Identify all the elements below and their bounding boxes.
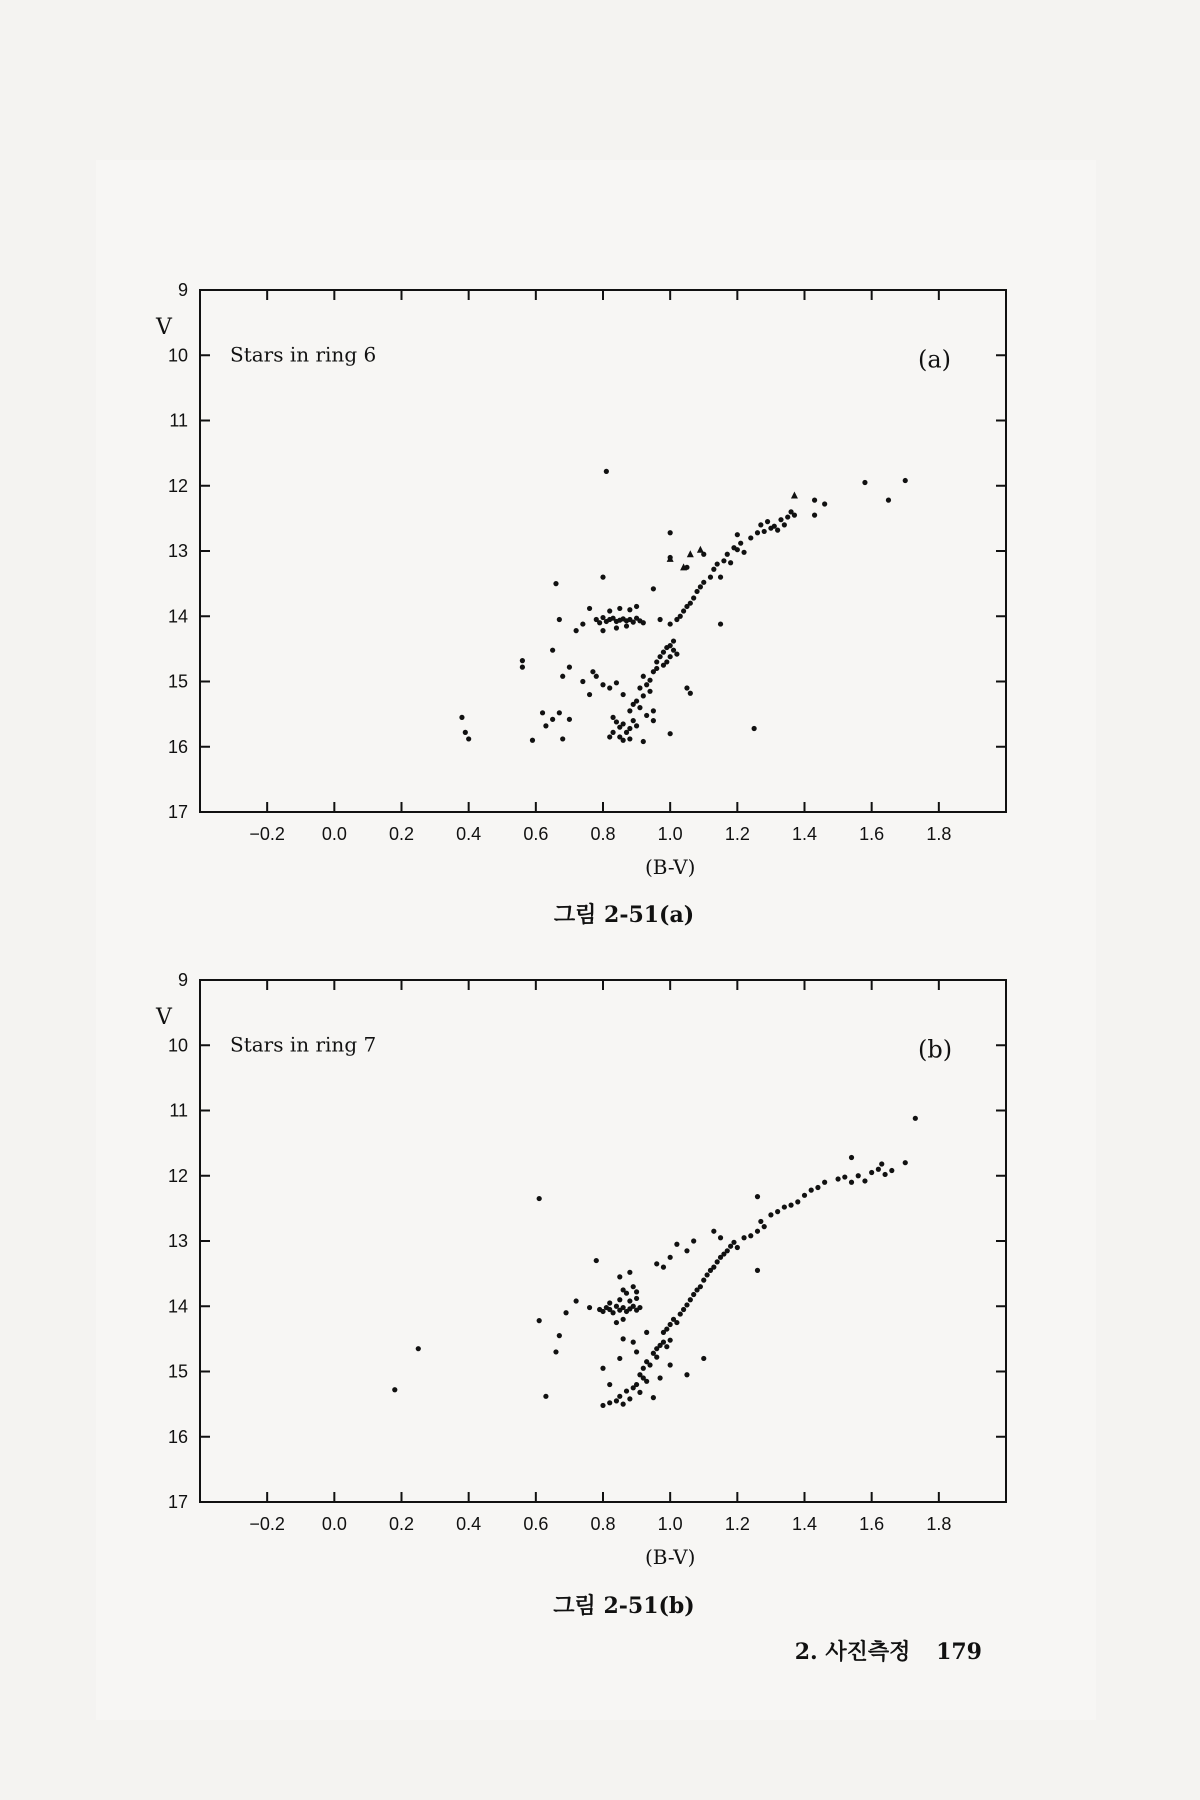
data-point [688, 691, 693, 696]
data-point [634, 1289, 639, 1294]
data-point [567, 665, 572, 670]
x-tick-label: 0.6 [523, 824, 549, 844]
y-tick-label: 11 [169, 1100, 188, 1121]
y-tick-label: 13 [167, 541, 188, 561]
data-point [886, 498, 891, 503]
data-point [543, 723, 548, 728]
data-point [610, 715, 615, 720]
data-point [668, 731, 673, 736]
y-axis-label: V [156, 315, 172, 340]
data-point [634, 1296, 639, 1301]
data-point [600, 1366, 605, 1371]
data-point [567, 717, 572, 722]
data-point [758, 1219, 763, 1224]
data-point [627, 726, 632, 731]
data-point [674, 1320, 679, 1325]
data-point [735, 532, 740, 537]
data-point [738, 541, 743, 546]
x-tick-label: 0.4 [456, 1514, 482, 1534]
data-point [520, 658, 525, 663]
data-point [607, 734, 612, 739]
cmd-chart-b [0, 960, 1200, 1600]
data-point [883, 1172, 888, 1177]
data-point [624, 1388, 629, 1393]
data-point [678, 1311, 683, 1316]
data-point [748, 535, 753, 540]
figure-caption-b: 그림 2-51(b) [553, 1593, 695, 1619]
x-tick-label: 0.8 [590, 824, 616, 844]
data-point [684, 1248, 689, 1253]
x-tick-label: 0.0 [321, 824, 347, 844]
data-point [614, 719, 619, 724]
data-point [664, 1344, 669, 1349]
data-point [607, 1400, 612, 1405]
data-point [661, 1265, 666, 1270]
y-tick-label: 9 [177, 970, 188, 990]
data-point [715, 1259, 720, 1264]
y-tick-label: 10 [167, 1035, 188, 1056]
x-tick-label: 1.8 [926, 1514, 952, 1534]
data-point [822, 501, 827, 506]
data-point [718, 1235, 723, 1240]
data-point [671, 648, 676, 653]
data-point [758, 522, 763, 527]
data-point [594, 674, 599, 679]
data-point [668, 1338, 673, 1343]
data-point [637, 705, 642, 710]
data-point [610, 1310, 615, 1315]
data-point [651, 1395, 656, 1400]
data-point [644, 713, 649, 718]
data-point [641, 1366, 646, 1371]
x-tick-label: 1.4 [791, 824, 818, 844]
data-point [815, 1185, 820, 1190]
data-point [621, 1336, 626, 1341]
data-point [856, 1173, 861, 1178]
data-point [624, 623, 629, 628]
data-point [741, 1235, 746, 1240]
figure-b [0, 960, 1200, 1600]
data-point [557, 1333, 562, 1338]
x-tick-label: 1.6 [859, 824, 885, 844]
data-point [661, 650, 666, 655]
y-tick-label: 12 [167, 475, 188, 496]
data-point [755, 1229, 760, 1234]
data-point [711, 1265, 716, 1270]
figure-a [0, 270, 1200, 910]
data-point-triangle [687, 550, 694, 557]
data-point [607, 1382, 612, 1387]
data-point [802, 1193, 807, 1198]
data-point [661, 1340, 666, 1345]
data-point [684, 685, 689, 690]
data-point [731, 545, 736, 550]
data-point [557, 710, 562, 715]
x-tick-label: −0.2 [249, 1514, 285, 1534]
data-point [631, 718, 636, 723]
data-point [621, 721, 626, 726]
data-point [775, 1209, 780, 1214]
data-point [634, 698, 639, 703]
data-point [637, 1372, 642, 1377]
data-point [684, 1372, 689, 1377]
ring-annotation: Stars in ring 7 [230, 1032, 377, 1057]
data-point [617, 1394, 622, 1399]
data-point [694, 589, 699, 594]
data-point [459, 715, 464, 720]
cmd-chart-a [0, 270, 1200, 910]
x-tick-label: 0.0 [321, 1514, 347, 1534]
data-point [835, 1176, 840, 1181]
data-point [785, 514, 790, 519]
data-point [560, 674, 565, 679]
x-tick-label: 0.2 [388, 1514, 415, 1534]
data-point [600, 575, 605, 580]
data-point [651, 708, 656, 713]
data-point [741, 550, 746, 555]
data-point [849, 1180, 854, 1185]
data-point [668, 643, 673, 648]
y-tick-label: 10 [167, 345, 188, 366]
data-point [641, 674, 646, 679]
plot-frame [200, 290, 1006, 812]
data-point [651, 718, 656, 723]
data-point [587, 606, 592, 611]
data-point [701, 1356, 706, 1361]
data-point [678, 614, 683, 619]
data-point [641, 739, 646, 744]
data-point [691, 595, 696, 600]
plot-frame [200, 980, 1006, 1502]
data-point [728, 560, 733, 565]
data-point [574, 1298, 579, 1303]
data-point [664, 1326, 669, 1331]
data-point [688, 601, 693, 606]
data-point [627, 1270, 632, 1275]
data-point [600, 628, 605, 633]
data-point [600, 1403, 605, 1408]
data-point [466, 736, 471, 741]
x-tick-label: 1.0 [657, 824, 683, 844]
data-point [580, 621, 585, 626]
x-tick-label: 1.8 [926, 824, 952, 844]
data-point [718, 575, 723, 580]
data-point [765, 519, 770, 524]
data-point [849, 1155, 854, 1160]
data-point [627, 607, 632, 612]
data-point [654, 1261, 659, 1266]
data-point [604, 469, 609, 474]
data-point [614, 625, 619, 630]
data-point [614, 1320, 619, 1325]
data-point [621, 1317, 626, 1322]
data-point [634, 1349, 639, 1354]
data-point [553, 581, 558, 586]
data-point [627, 736, 632, 741]
data-point [392, 1387, 397, 1392]
data-point [752, 726, 757, 731]
data-point [594, 1258, 599, 1263]
x-tick-label: 1.6 [859, 1514, 885, 1534]
x-tick-label: 0.6 [523, 1514, 549, 1534]
data-point [607, 1300, 612, 1305]
data-point [718, 621, 723, 626]
data-point [735, 1245, 740, 1250]
data-point [580, 679, 585, 684]
ring-annotation: Stars in ring 6 [230, 342, 377, 367]
x-tick-label: 1.2 [724, 1514, 750, 1534]
data-point [530, 738, 535, 743]
y-tick-label: 15 [167, 671, 188, 692]
data-point [621, 692, 626, 697]
data-point [540, 710, 545, 715]
data-point [657, 617, 662, 622]
data-point [775, 528, 780, 533]
data-point [614, 680, 619, 685]
data-point [701, 1278, 706, 1283]
figure-caption-a: 그림 2-51(a) [553, 902, 695, 928]
data-point [721, 558, 726, 563]
data-point [654, 666, 659, 671]
data-point [587, 692, 592, 697]
data-point [627, 1298, 632, 1303]
panel-label: (b) [918, 1035, 953, 1064]
data-point [768, 1212, 773, 1217]
data-point-triangle [697, 546, 704, 553]
data-point [879, 1161, 884, 1166]
data-point [634, 1382, 639, 1387]
data-point [822, 1180, 827, 1185]
data-point [671, 638, 676, 643]
data-point [610, 730, 615, 735]
data-point [668, 654, 673, 659]
data-point [715, 561, 720, 566]
data-point [631, 1284, 636, 1289]
data-point [553, 1349, 558, 1354]
y-tick-label: 11 [169, 410, 188, 431]
data-point [862, 480, 867, 485]
page-footer [777, 1635, 982, 1666]
x-tick-label: 1.0 [657, 1514, 683, 1534]
data-point [647, 689, 652, 694]
data-point [644, 1379, 649, 1384]
data-point [644, 1330, 649, 1335]
data-point [560, 736, 565, 741]
data-point [698, 584, 703, 589]
data-point [617, 606, 622, 611]
x-axis-label: (B-V) [644, 1545, 696, 1569]
data-point [637, 1390, 642, 1395]
x-tick-label: −0.2 [249, 824, 285, 844]
data-point [668, 530, 673, 535]
y-tick-label: 14 [167, 606, 188, 627]
data-point [711, 567, 716, 572]
data-point [903, 478, 908, 483]
data-point [668, 621, 673, 626]
data-point [903, 1160, 908, 1165]
data-point [587, 1305, 592, 1310]
y-axis-label: V [156, 1005, 172, 1030]
data-point-triangle [791, 492, 798, 499]
data-point [862, 1178, 867, 1183]
y-tick-label: 15 [167, 1361, 188, 1382]
data-point [600, 682, 605, 687]
data-point [782, 1204, 787, 1209]
data-point [654, 1355, 659, 1360]
y-tick-label: 13 [167, 1231, 188, 1251]
data-point [688, 1297, 693, 1302]
data-point [668, 1322, 673, 1327]
y-tick-label: 16 [167, 736, 188, 757]
data-point [701, 580, 706, 585]
data-point [708, 575, 713, 580]
data-point [782, 522, 787, 527]
data-point [668, 1362, 673, 1367]
data-point [755, 530, 760, 535]
data-point [634, 723, 639, 728]
x-tick-label: 1.4 [791, 1514, 818, 1534]
data-point [657, 1375, 662, 1380]
data-point [617, 1274, 622, 1279]
data-point [681, 608, 686, 613]
data-point [792, 513, 797, 518]
data-point [788, 1203, 793, 1208]
data-point [755, 1268, 760, 1273]
data-point [889, 1168, 894, 1173]
data-point [795, 1199, 800, 1204]
data-point [416, 1346, 421, 1351]
data-point [624, 1291, 629, 1296]
data-point [762, 529, 767, 534]
data-point [869, 1170, 874, 1175]
panel-label: (a) [918, 345, 952, 374]
x-axis-label: (B-V) [644, 855, 696, 879]
data-point [637, 685, 642, 690]
data-point [809, 1188, 814, 1193]
y-tick-label: 12 [167, 1165, 188, 1186]
data-point [684, 1302, 689, 1307]
data-point [661, 663, 666, 668]
data-point [574, 628, 579, 633]
x-tick-label: 0.4 [456, 824, 482, 844]
footer-section-title: 2. 사진측정 [794, 1639, 911, 1665]
data-point [748, 1233, 753, 1238]
data-point [607, 608, 612, 613]
y-tick-label: 14 [167, 1296, 188, 1317]
data-point [725, 1248, 730, 1253]
x-tick-label: 0.8 [590, 1514, 616, 1534]
data-point [644, 682, 649, 687]
data-point [637, 1305, 642, 1310]
data-point [913, 1116, 918, 1121]
data-point [698, 1284, 703, 1289]
data-point [725, 552, 730, 557]
data-point [711, 1229, 716, 1234]
data-point [557, 617, 562, 622]
data-point [641, 693, 646, 698]
data-point [654, 659, 659, 664]
data-point [617, 1356, 622, 1361]
data-point [691, 1292, 696, 1297]
page-number: 179 [936, 1639, 982, 1665]
data-point [778, 517, 783, 522]
data-point [876, 1167, 881, 1172]
y-tick-label: 16 [167, 1426, 188, 1447]
data-point [842, 1174, 847, 1179]
data-point [550, 648, 555, 653]
data-point [543, 1394, 548, 1399]
data-point [657, 654, 662, 659]
data-point [627, 708, 632, 713]
data-point [537, 1196, 542, 1201]
data-point [590, 669, 595, 674]
data-point [631, 1340, 636, 1345]
data-point [812, 498, 817, 503]
data-point [755, 1194, 760, 1199]
data-point [563, 1310, 568, 1315]
data-point [621, 1402, 626, 1407]
data-point [621, 738, 626, 743]
data-point [597, 620, 602, 625]
data-point [537, 1318, 542, 1323]
data-point [668, 1255, 673, 1260]
data-point [634, 604, 639, 609]
data-point [617, 1297, 622, 1302]
data-point [681, 1307, 686, 1312]
data-point [627, 1396, 632, 1401]
data-point [731, 1240, 736, 1245]
data-point [647, 1362, 652, 1367]
data-point [607, 685, 612, 690]
data-point [762, 1224, 767, 1229]
y-tick-label: 17 [167, 802, 188, 822]
data-point [647, 678, 652, 683]
y-tick-label: 17 [167, 1492, 188, 1512]
data-point [691, 1238, 696, 1243]
y-tick-label: 9 [177, 280, 188, 300]
data-point [463, 730, 468, 735]
data-point [812, 513, 817, 518]
data-point [674, 1242, 679, 1247]
x-tick-label: 1.2 [724, 824, 750, 844]
data-point [651, 586, 656, 591]
data-point [705, 1272, 710, 1277]
data-point [614, 1398, 619, 1403]
data-point [641, 620, 646, 625]
data-point [520, 665, 525, 670]
data-point [550, 717, 555, 722]
x-tick-label: 0.2 [388, 824, 415, 844]
